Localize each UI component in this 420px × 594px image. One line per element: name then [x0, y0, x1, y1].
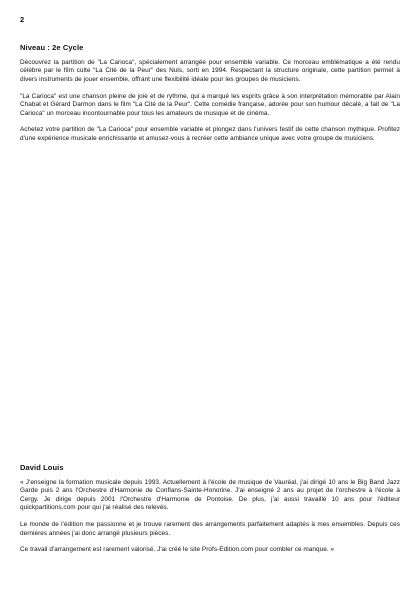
level-section [20, 43, 400, 152]
page-number: 2 [20, 15, 25, 24]
author-bio-paragraph: « J'enseigne la formation musicale depuis 1993. Actuellement à l'école de musique de Vauréal, j'ai dirigé 10 ans le Big Band Jazz Garde puis 2 ans l'Orchestre d'Harmonie de Conflans-Sainte-Honorine. J'ai enseigné 2 ans au projet de l'orchestre à l'école à Cergy. Je dirige depuis 2001 l'Orchestre d'Harmonie de Pontoise. De plus, j'ai aussi travaillé 10 ans pour l'éditeur quickpartitions.com pour qui j'ai réalisé des relevés. [20, 479, 400, 512]
author-heading: David Louis [20, 463, 64, 472]
author-bio-paragraph: Le monde de l'édition me passionne et je trouve rarement des arrangements parfaitement adaptés à mes ensembles. Depuis ces dernières années j'ai donc arrangé plusieurs pièces. [20, 521, 400, 537]
level-heading: Niveau : 2e Cycle [20, 43, 84, 52]
description-paragraph: Découvrez la partition de "La Carioca", spécialement arrangée pour ensemble variable. Ce morceau emblématique a été rendu célèbre par le film culte "La Cité de la Peur" des Nuls, sorti en 1994. Respectant la structure originale, cette partition permet à divers instruments de jouer ensemble, offrant une flexibilité idéale pour les groupes de musiciens. [20, 59, 400, 83]
author-bio-paragraph: Ce travail d'arrangement est rarement valorisé. J'ai créé le site Profs-Edition.com pour combler ce manque. » [20, 546, 335, 554]
description-paragraph: "La Carioca" est une chanson pleine de joie et de rythme, qui a marqué les esprits grâce à son interprétation mémorable par Alain Chabat et Gérard Darmon dans le film "La Cité de la Peur". Cette comédie française, adorée pour son humour décalé, a fait de "La Carioca" un morceau incontournable pour tous les amateurs de musique et de cinéma. [20, 92, 400, 117]
description-paragraph: Achetez votre partition de "La Carioca" pour ensemble variable et plongez dans l'univers festif de cette chanson mythique. Profitez d'une expérience musicale enrichissante et amusez-vous à recréer cette ambiance unique avec votre groupe de musiciens. [20, 126, 400, 142]
author-section [20, 463, 400, 563]
